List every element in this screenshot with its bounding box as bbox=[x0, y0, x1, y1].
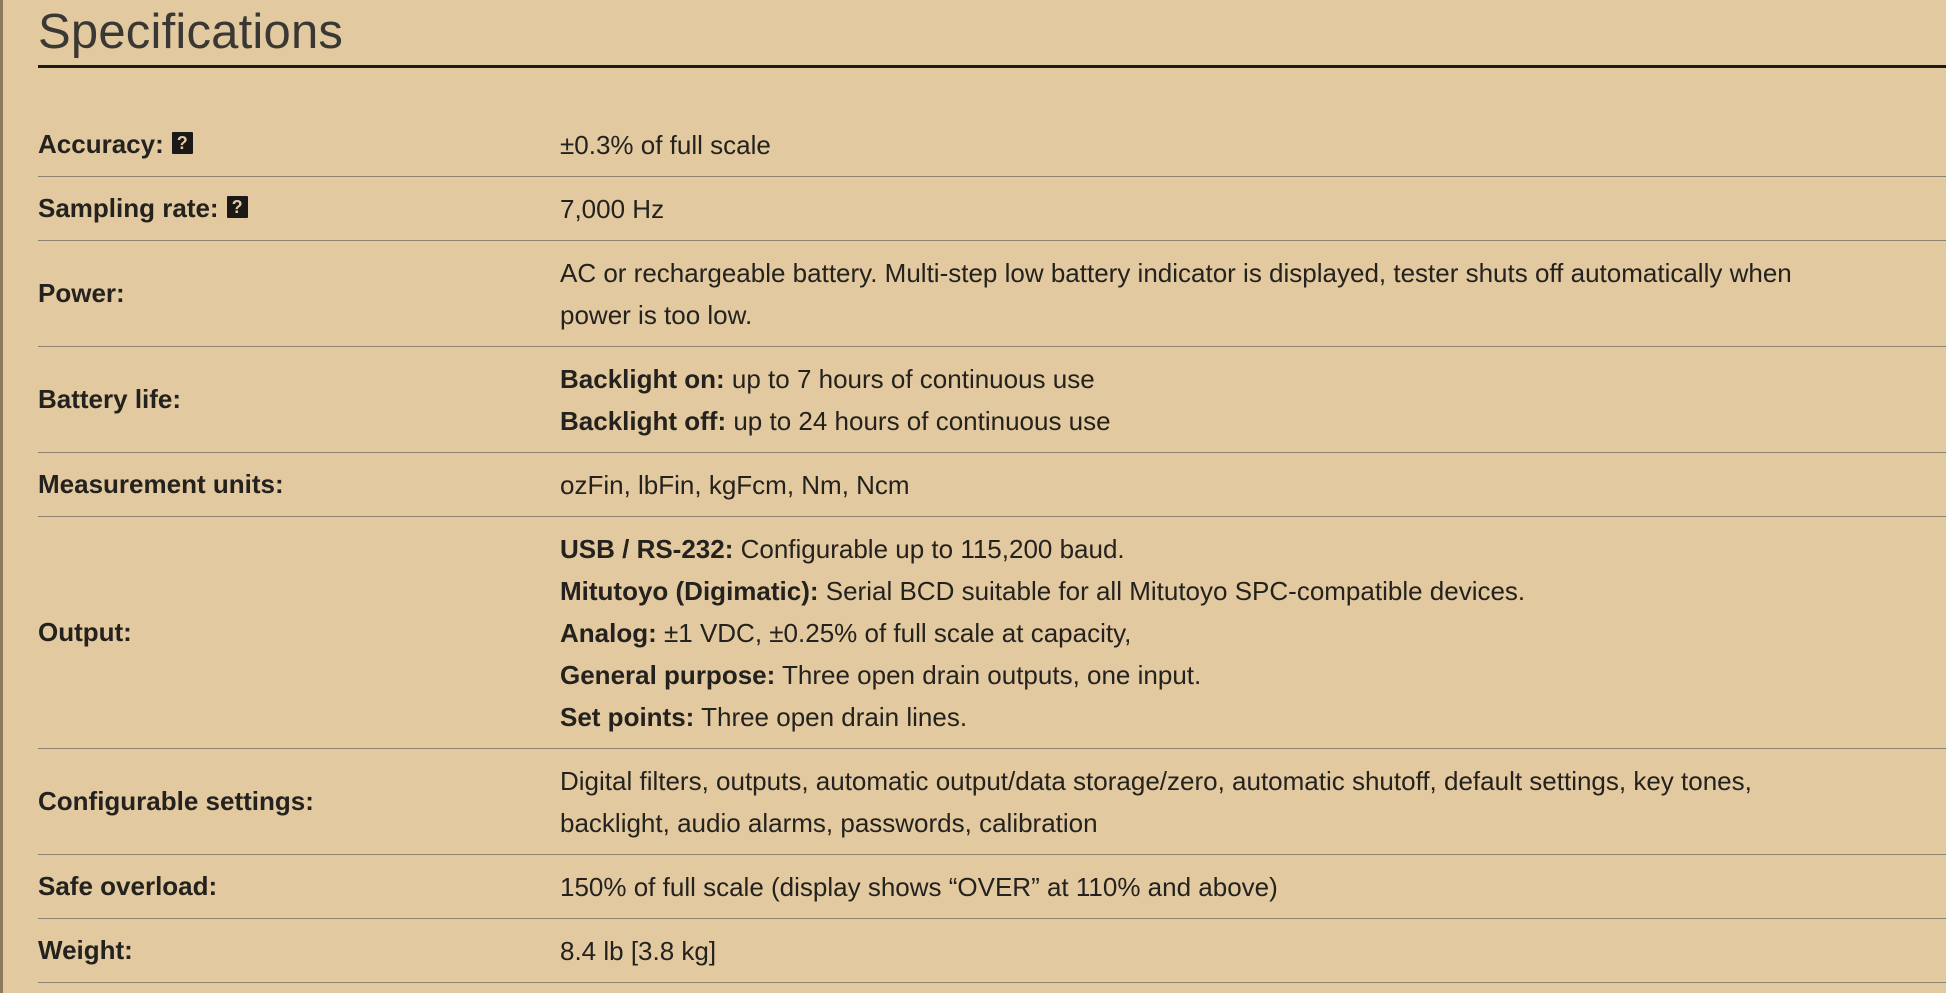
title-divider bbox=[38, 65, 1946, 68]
help-icon[interactable]: ? bbox=[227, 196, 248, 218]
spec-value-text: 7,000 Hz bbox=[560, 194, 665, 224]
spec-label: Battery life: bbox=[38, 384, 182, 414]
spec-row bbox=[38, 177, 1946, 241]
spec-value-line bbox=[560, 464, 1946, 506]
spec-value bbox=[560, 855, 1946, 918]
spec-row bbox=[38, 919, 1946, 983]
spec-label-cell bbox=[38, 347, 560, 452]
spec-value-line bbox=[560, 696, 1946, 738]
spec-label-cell bbox=[38, 855, 560, 918]
spec-label-cell bbox=[38, 919, 560, 982]
spec-value bbox=[560, 749, 1946, 854]
spec-label: Accuracy: bbox=[38, 129, 164, 159]
spec-value-line bbox=[560, 124, 1946, 166]
spec-value-line bbox=[560, 188, 1946, 230]
spec-row bbox=[38, 113, 1946, 177]
spec-value-key: Mitutoyo (Digimatic): bbox=[560, 576, 819, 606]
spec-row bbox=[38, 347, 1946, 453]
spec-label-cell bbox=[38, 177, 560, 240]
spec-value-line bbox=[560, 802, 1946, 844]
spec-label: Measurement units: bbox=[38, 469, 284, 499]
spec-label: Safe overload: bbox=[38, 871, 218, 901]
help-icon[interactable]: ? bbox=[172, 132, 193, 154]
spec-label: Power: bbox=[38, 278, 125, 308]
spec-label: Output: bbox=[38, 617, 132, 647]
spec-label-cell bbox=[38, 453, 560, 516]
spec-label-cell bbox=[38, 113, 560, 176]
section-title: Specifications bbox=[38, 5, 344, 59]
spec-value-key: Backlight off: bbox=[560, 406, 727, 436]
spec-value bbox=[560, 241, 1946, 346]
spec-value-line bbox=[560, 760, 1946, 802]
spec-value-text: backlight, audio alarms, passwords, calibration bbox=[560, 808, 1098, 838]
spec-value-text: Digital filters, outputs, automatic output/data storage/zero, automatic shutoff, default settings, key tones, bbox=[560, 766, 1752, 796]
spec-label: Weight: bbox=[38, 935, 133, 965]
spec-value-text: Three open drain lines. bbox=[694, 702, 968, 732]
spec-value-text: Three open drain outputs, one input. bbox=[775, 660, 1202, 690]
spec-value-text: up to 7 hours of continuous use bbox=[724, 364, 1095, 394]
spec-value-key: General purpose: bbox=[560, 660, 776, 690]
spec-value bbox=[560, 347, 1946, 452]
spec-label: Configurable settings: bbox=[38, 786, 314, 816]
specifications-section bbox=[38, 0, 1946, 983]
spec-label-cell bbox=[38, 241, 560, 346]
spec-value-line bbox=[560, 570, 1946, 612]
spec-value bbox=[560, 113, 1946, 176]
spec-value-line bbox=[560, 612, 1946, 654]
spec-label: Sampling rate: bbox=[38, 193, 219, 223]
spec-value-text: up to 24 hours of continuous use bbox=[726, 406, 1111, 436]
spec-label-cell bbox=[38, 517, 560, 748]
spec-value-text: ozFin, lbFin, kgFcm, Nm, Ncm bbox=[560, 470, 910, 500]
spec-value-key: USB / RS-232: bbox=[560, 534, 734, 564]
spec-value-key: Set points: bbox=[560, 702, 695, 732]
spec-label-cell bbox=[38, 749, 560, 854]
spec-row bbox=[38, 453, 1946, 517]
spec-value-line bbox=[560, 930, 1946, 972]
left-border bbox=[0, 0, 3, 993]
spec-value-key: Analog: bbox=[560, 618, 657, 648]
spec-value-line bbox=[560, 866, 1946, 908]
spec-value-text: Serial BCD suitable for all Mitutoyo SPC-compatible devices. bbox=[818, 576, 1526, 606]
spec-row bbox=[38, 517, 1946, 749]
spec-value-line bbox=[560, 528, 1946, 570]
spec-value-text: 150% of full scale (display shows “OVER” at 110% and above) bbox=[560, 872, 1278, 902]
spec-value-text: ±1 VDC, ±0.25% of full scale at capacity, bbox=[656, 618, 1132, 648]
spec-value-key: Backlight on: bbox=[560, 364, 725, 394]
spec-value-line bbox=[560, 358, 1946, 400]
spec-value-line bbox=[560, 252, 1946, 294]
spec-value bbox=[560, 517, 1946, 748]
spec-value-text: Configurable up to 115,200 baud. bbox=[733, 534, 1125, 564]
specifications-table bbox=[38, 113, 1946, 983]
spec-row bbox=[38, 241, 1946, 347]
spec-value bbox=[560, 177, 1946, 240]
spec-value bbox=[560, 919, 1946, 982]
spec-row bbox=[38, 855, 1946, 919]
spec-value bbox=[560, 453, 1946, 516]
spec-value-line bbox=[560, 654, 1946, 696]
spec-row bbox=[38, 749, 1946, 855]
spec-value-line bbox=[560, 294, 1946, 336]
spec-value-line bbox=[560, 400, 1946, 442]
spec-value-text: AC or rechargeable battery. Multi-step low battery indicator is displayed, tester shuts off automatically when bbox=[560, 258, 1792, 288]
spec-value-text: power is too low. bbox=[560, 300, 753, 330]
spec-value-text: 8.4 lb [3.8 kg] bbox=[560, 936, 717, 966]
spec-value-text: ±0.3% of full scale bbox=[560, 130, 771, 160]
